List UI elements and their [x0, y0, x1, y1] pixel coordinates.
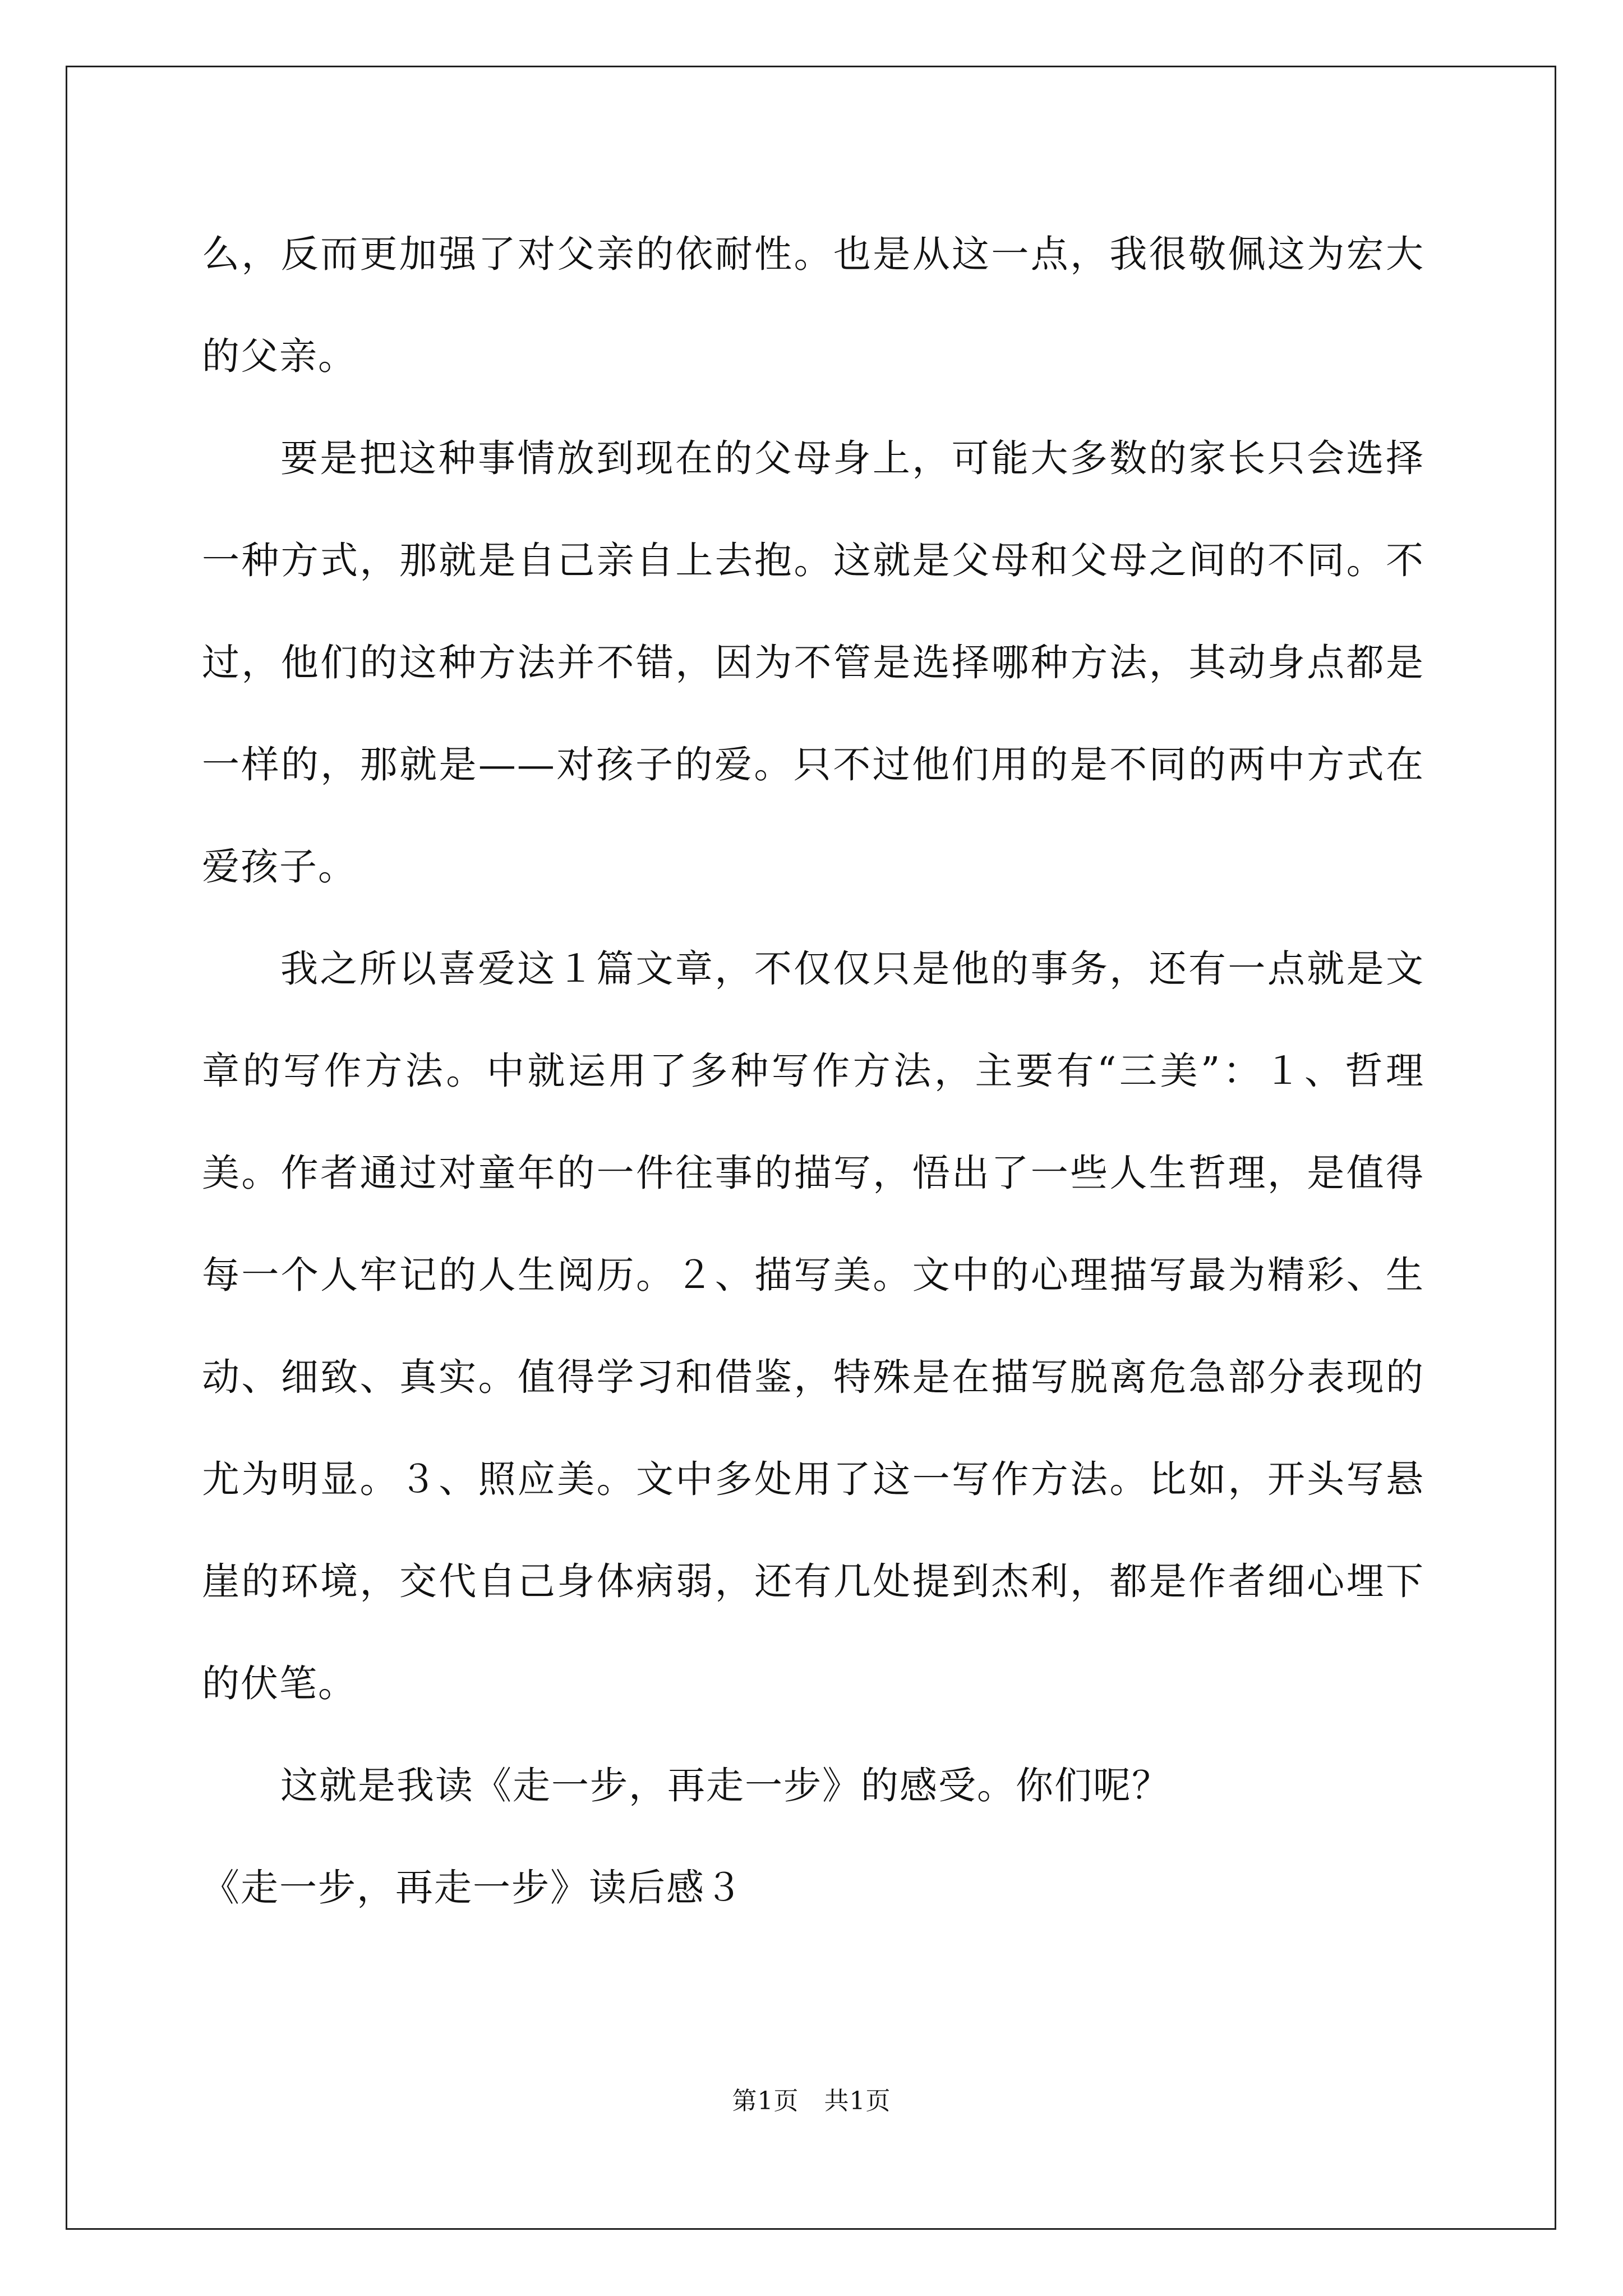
paragraph-parents-comparison: 要是把这种事情放到现在的父母身上，可能大多数的家长只会选择一种方式，那就是自己亲自上去抱。这就是父母和父母之间的不同。不过，他们的这种方法并不错，因为不管是选择哪种方法，其动身点都是一样的，那就是——对孩子的爱。只不过他们用的是不同的两中方式在爱孩子。	[202, 436, 1424, 889]
document-body	[202, 203, 1424, 1939]
paragraph-conclusion: 这就是我读《走一步，再走一步》的感受。你们呢？	[280, 1764, 1170, 1807]
section-title: 《走一步，再走一步》读后感３	[202, 1866, 744, 1910]
paragraph-continuation: 么，反而更加强了对父亲的依耐性。也是从这一点，我很敬佩这为宏大的父亲。	[202, 232, 1424, 378]
paragraph-writing-methods: 我之所以喜爱这１篇文章，不仅仅只是他的事务，还有一点就是文章的写作方法。中就运用了多种写作方法，主要有“三美”：１、哲理美。作者通过对童年的一件往事的描写，悟出了一些人生哲理，是值得每一个人牢记的人生阅历。２、描写美。文中的心理描写最为精彩、生动、细致、真实。值得学习和借鉴，特殊是在描写脱离危急部分表现的尤为明显。３、照应美。文中多处用了这一写作方法。比如，开头写悬崖的环境，交代自己身体病弱，还有几处提到杰利，都是作者细心埋下的伏笔。	[202, 947, 1424, 1705]
page-footer	[0, 2085, 1623, 2118]
page-number-label: 第1页 共1页	[732, 2087, 891, 2115]
